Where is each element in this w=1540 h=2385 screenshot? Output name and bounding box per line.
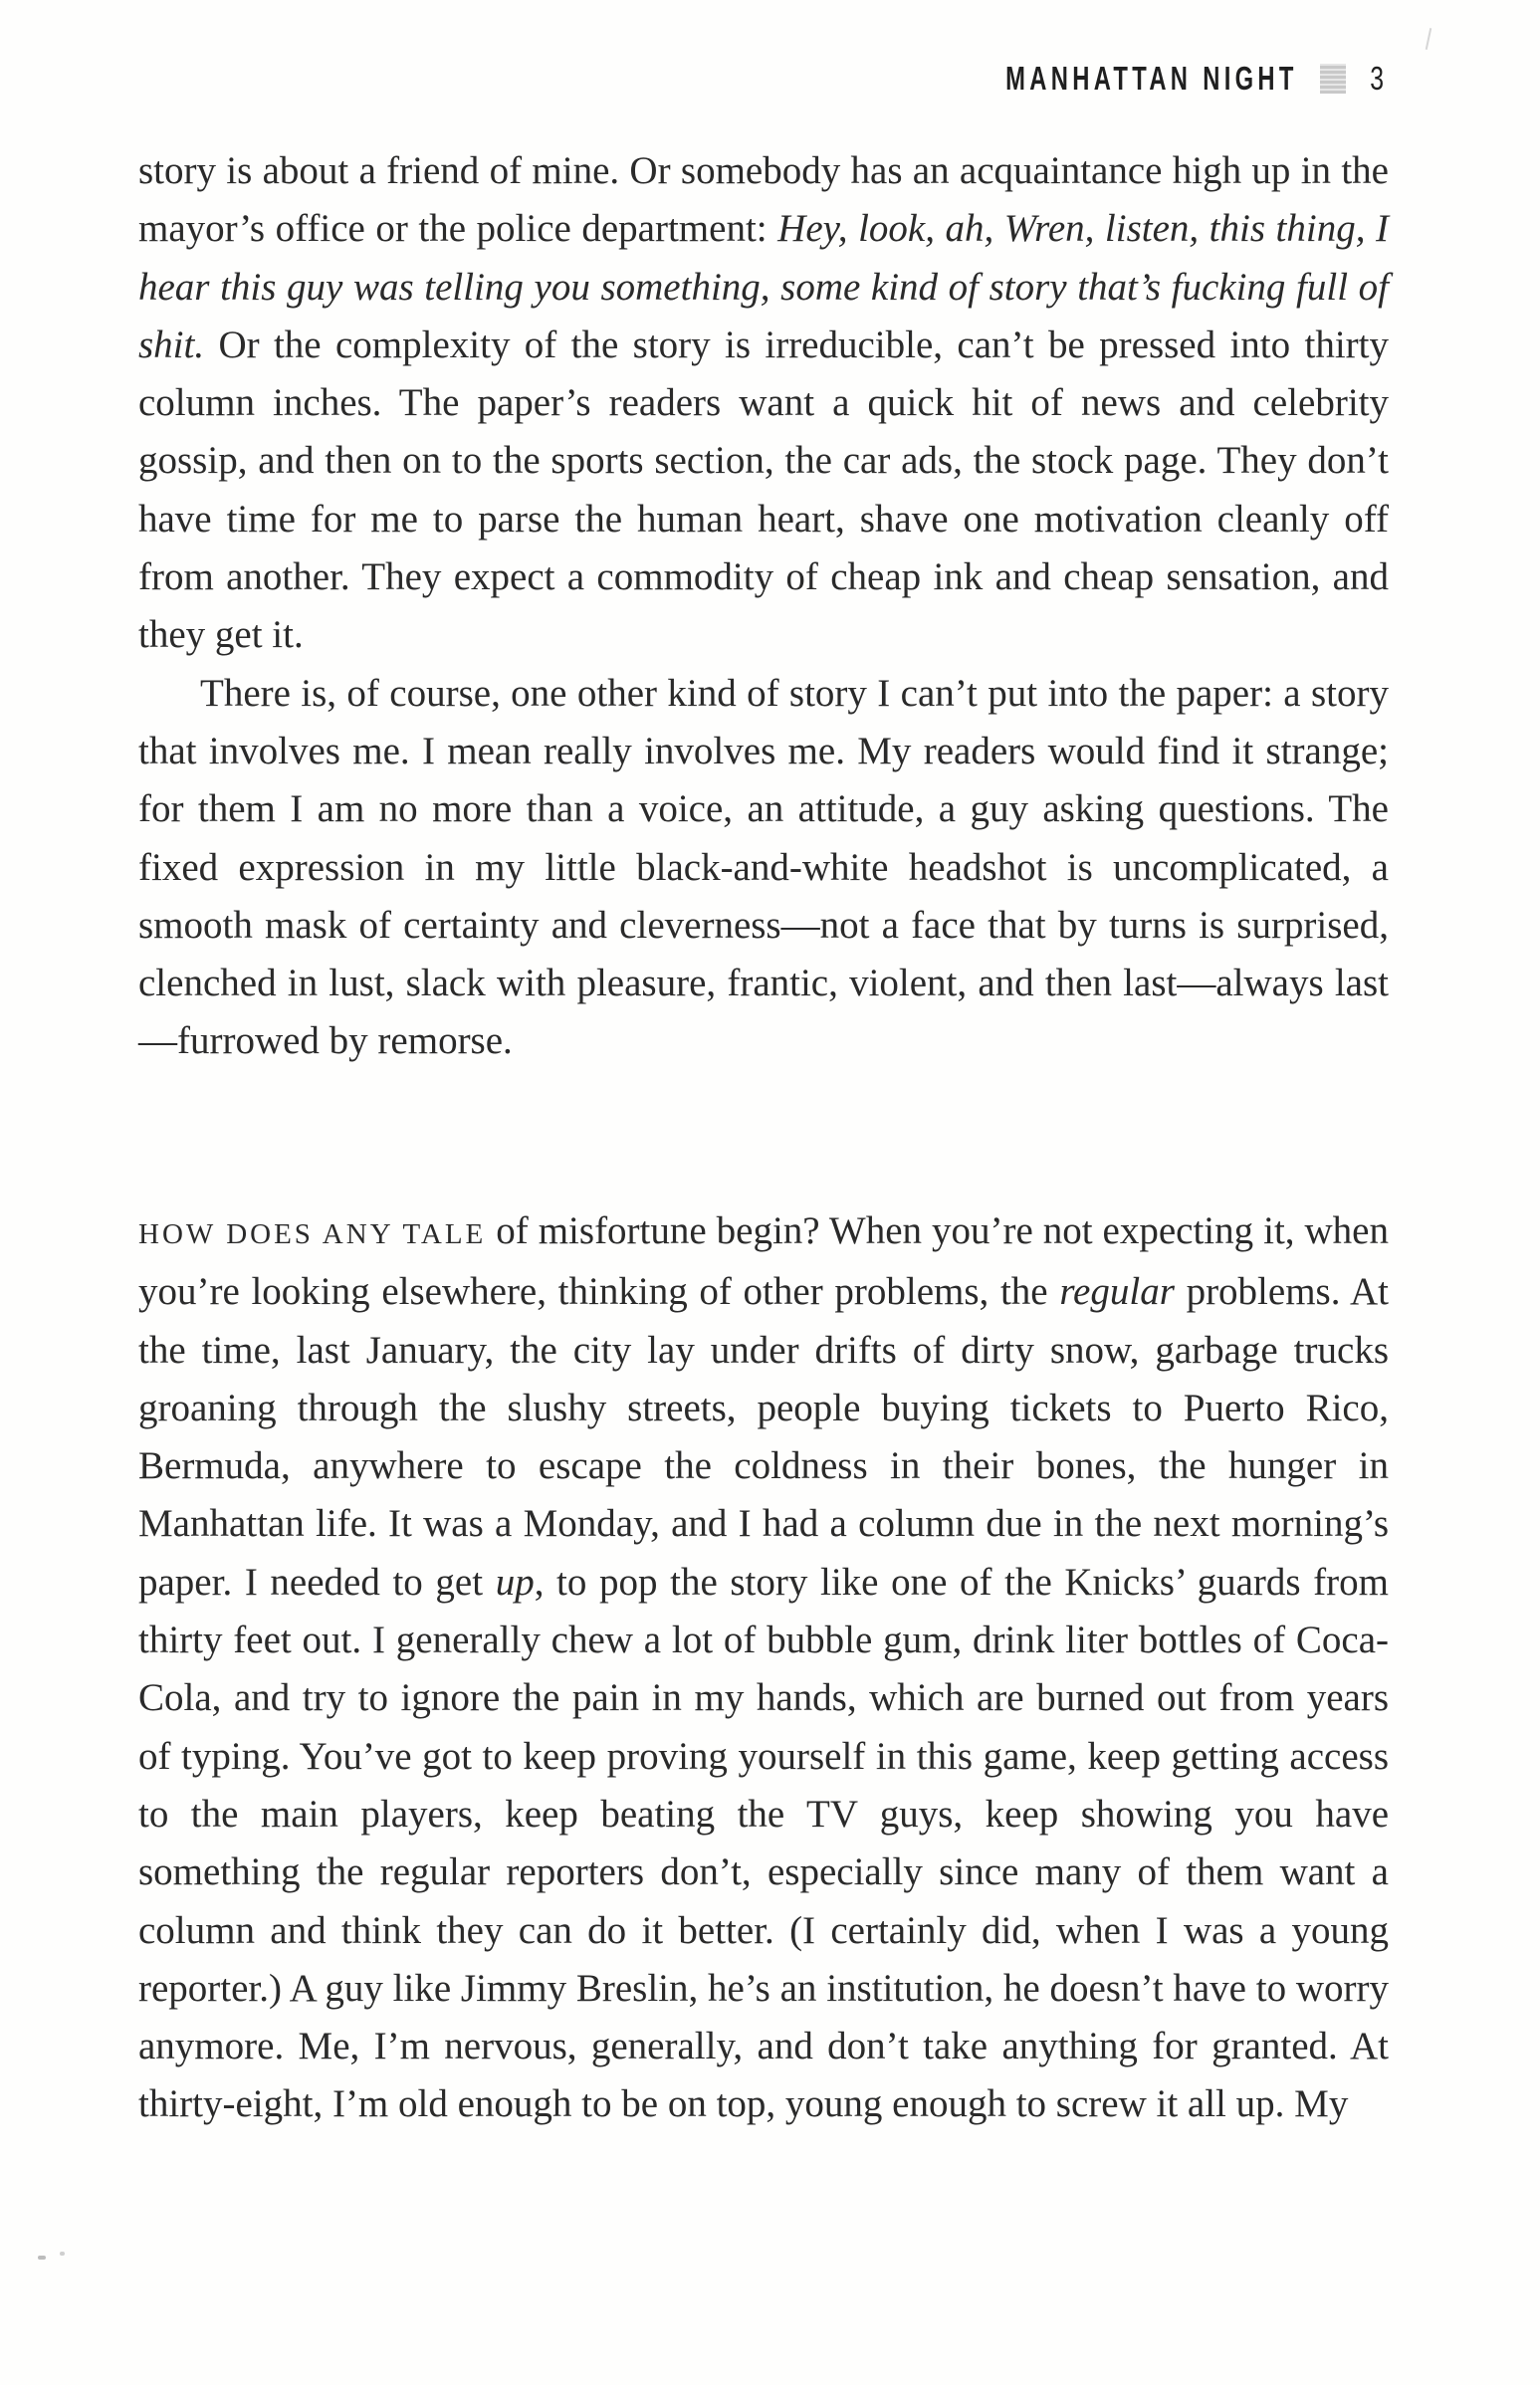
italic-word: up (495, 1560, 535, 1604)
section-opening-paragraph (138, 1202, 1389, 2134)
text-block-1 (138, 142, 1389, 1071)
page-number: 3 (1369, 60, 1384, 97)
text-run: problems. At the time, last January, the city lay under drifts of dirty snow, garbage trucks groaning through the slushy streets, people buying tickets to Puerto Rico, Bermuda, anywhere to escape the coldness in their bones, the hunger in Manhattan life. It was a Monday, and I had a column due in the next morning’s paper. I needed to get (138, 1270, 1389, 1604)
scan-speck (60, 2252, 65, 2256)
running-head-title: MANHATTAN NIGHT (1005, 60, 1298, 97)
text-run: of misfortune begin? When you’re not expecting it, when you’re looking elsewhere, thinking of other problems, the (138, 1209, 1389, 1314)
text-block-2 (138, 1202, 1389, 2134)
text-run: Or the complexity of the story is irreducible, can’t be pressed into thirty column inches. The paper’s readers want a quick hit of news and celebrity gossip, and then on to the sports section, the car ads, the stock page. They don’t have time for me to parse the human heart, shave one motivation cleanly off from another. They expect a commodity of cheap ink and cheap sensation, and they get it. (138, 323, 1389, 657)
edge-tick-mark (1426, 28, 1432, 50)
text-run: story is about a friend of mine. Or somebody has an acquaintance high up in the mayor’s office or the police department: (138, 149, 1389, 251)
small-caps-lead-in: HOW DOES ANY TALE (138, 1218, 487, 1250)
text-run: , to pop the story like one of the Knicks’ guards from thirty feet out. I generally chew a lot of bubble gum, drink liter bottles of Coca-Cola, and try to ignore the pain in my hands, which are burned out from years of typing. You’ve got to keep proving yourself in this game, keep getting access to the main players, keep beating the TV guys, keep showing you have something the regular reporters don’t, especially since many of them want a column and think they can do it better. (I certainly did, when I was a young reporter.) A guy like Jimmy Breslin, he’s an institution, he doesn’t have to worry anymore. Me, I’m nervous, generally, and don’t take anything for granted. At thirty-eight, I’m old enough to be on top, young enough to screw it all up. My (138, 1560, 1389, 2126)
italic-dialogue: Hey, look, ah, Wren, listen, this thing, I hear this guy was telling you something, some kind of story that’s fucking full of shit. (138, 207, 1389, 366)
running-head (892, 60, 1386, 98)
paragraph-continued (138, 142, 1389, 665)
italic-word: regular (1059, 1270, 1175, 1314)
scan-speck (38, 2256, 46, 2260)
paragraph: There is, of course, one other kind of story I can’t put into the paper: a story that involves me. I mean really involves me. My readers would find it strange; for them I am no more than a voice, an attitude, a guy asking questions. The fixed expression in my little black-and-white headshot is uncomplicated, a smooth mask of certainty and cleverness—not a face that by turns is surprised, clenched in lust, slack with pleasure, frantic, violent, and then last—always last—furrowed by remorse. (138, 671, 1389, 1063)
running-head-ornament-icon (1320, 64, 1346, 94)
